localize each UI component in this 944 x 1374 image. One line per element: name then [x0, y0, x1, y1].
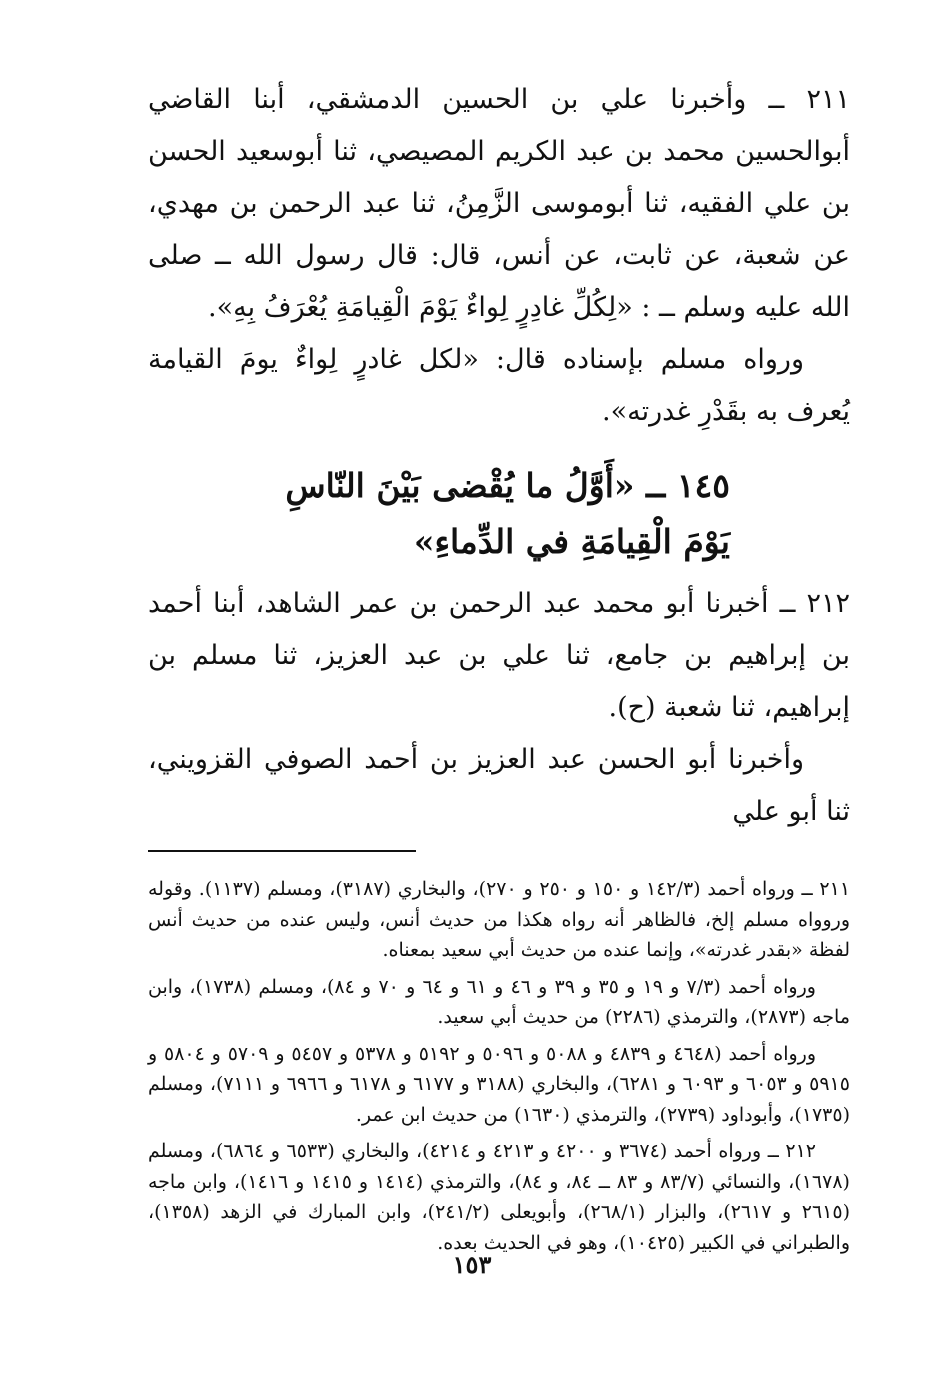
main-text: [148, 74, 850, 838]
footnote-211: ٢١١ ــ ورواه أحمد (١٤٢/٣ و ١٥٠ و ٢٥٠ و ٢٧٠)، والبخاري (٣١٨٧)، ومسلم (١١٣٧). وقوله وروواه مسلم إلخ، فالظاهر أنه رواه هكذا من حديث أنس، وليس عنده من حديث أنس لفظة «بقدر غدرته»، وإنما عنده من حديث أبي سعيد بمعناه.: [148, 878, 851, 961]
footnote-211-abu-said: ورواه أحمد (٧/٣ و ١٩ و ٣٥ و ٣٩ و ٤٦ و ٦١ و ٦٤ و ٧٠ و ٨٤)، ومسلم (١٧٣٨)، وابن ماجه (٢٨٧٣)، والترمذي (٢٢٨٦) من حديث أبي سعيد.: [148, 975, 850, 1028]
footnote-separator: [148, 850, 416, 852]
hadith-212-continuation: وأخبرنا أبو الحسن عبد العزيز بن أحمد الصوفي القزويني، ثنا أبو علي: [148, 744, 850, 827]
chapter-heading-145: ١٤٥ ــ «أَوَّلُ ما يُقْضى بَيْنَ النّاسِ يَوْمَ الْقِيامَةِ في الدِّماءِ»: [285, 466, 730, 561]
hadith-211-paragraph: ٢١١ ــ وأخبرنا علي بن الحسين الدمشقي، أبنا القاضي أبوالحسين محمد بن عبد الكريم المصيصي، ثنا أبوسعيد الحسن بن علي الفقيه، ثنا أبوموسى الزَّمِنُ، ثنا عبد الرحمن بن مهدي، عن شعبة، عن ثابت، عن أنس، قال: قال رسول الله ــ صلى الله عليه وسلم ــ : «لِكُلِّ غادِرٍ لِواءٌ يَوْمَ الْقِيامَةِ يُعْرَفُ بِهِ».: [148, 84, 850, 323]
hadith-212-paragraph: ٢١٢ ــ أخبرنا أبو محمد عبد الرحمن بن عمر الشاهد، أبنا أحمد بن إبراهيم بن جامع، ثنا علي بن عبد العزيز، ثنا مسلم بن إبراهيم، ثنا شعبة (ح).: [148, 588, 850, 723]
footnote-211-ibn-umar: ورواه أحمد (٤٦٤٨ و ٤٨٣٩ و ٥٠٨٨ و ٥٠٩٦ و ٥١٩٢ و ٥٣٧٨ و ٥٤٥٧ و ٥٧٠٩ و ٥٨٠٤ و ٥٩١٥ و ٦٠٥٣ و ٦٠٩٣ و ٦٢٨١)، والبخاري (٣١٨٨ و ٦١٧٧ و ٦١٧٨ و ٦٩٦٦ و ٧١١١)، ومسلم (١٧٣٥)، وأبوداود (٢٧٣٩)، والترمذي (١٦٣٠) من حديث ابن عمر.: [148, 1042, 850, 1126]
footnote-212: ٢١٢ ــ ورواه أحمد (٣٦٧٤ و ٤٢٠٠ و ٤٢١٣ و ٤٢١٤)، والبخاري (٦٥٣٣ و ٦٨٦٤)، ومسلم (١٦٧٨)، والنسائي (٨٣/٧ و ٨٣ ــ ٨٤، و ٨٤)، والترمذي (١٤١٤ و ١٤١٥ و ١٤١٦)، وابن ماجه (٢٦١٥ و ٢٦١٧)، والبزار (٢٦٨/١)، وأبويعلى (٢٤١/٢)، وابن المبارك في الزهد (١٣٥٨)، والطبراني في الكبير (١٠٤٢٥)، وهو في الحديث بعده.: [148, 1140, 851, 1254]
footnote-separator-wrap: [148, 838, 850, 868]
page-number: ١٥٣: [452, 1250, 492, 1279]
muslim-narration-paragraph: ورواه مسلم بإسناده قال: «لكل غادرٍ لِواءٌ يومَ القيامة يُعرف به بقَدْرِ غدرته».: [148, 344, 850, 427]
footnotes: [148, 874, 850, 1258]
page-content: [148, 74, 850, 1264]
